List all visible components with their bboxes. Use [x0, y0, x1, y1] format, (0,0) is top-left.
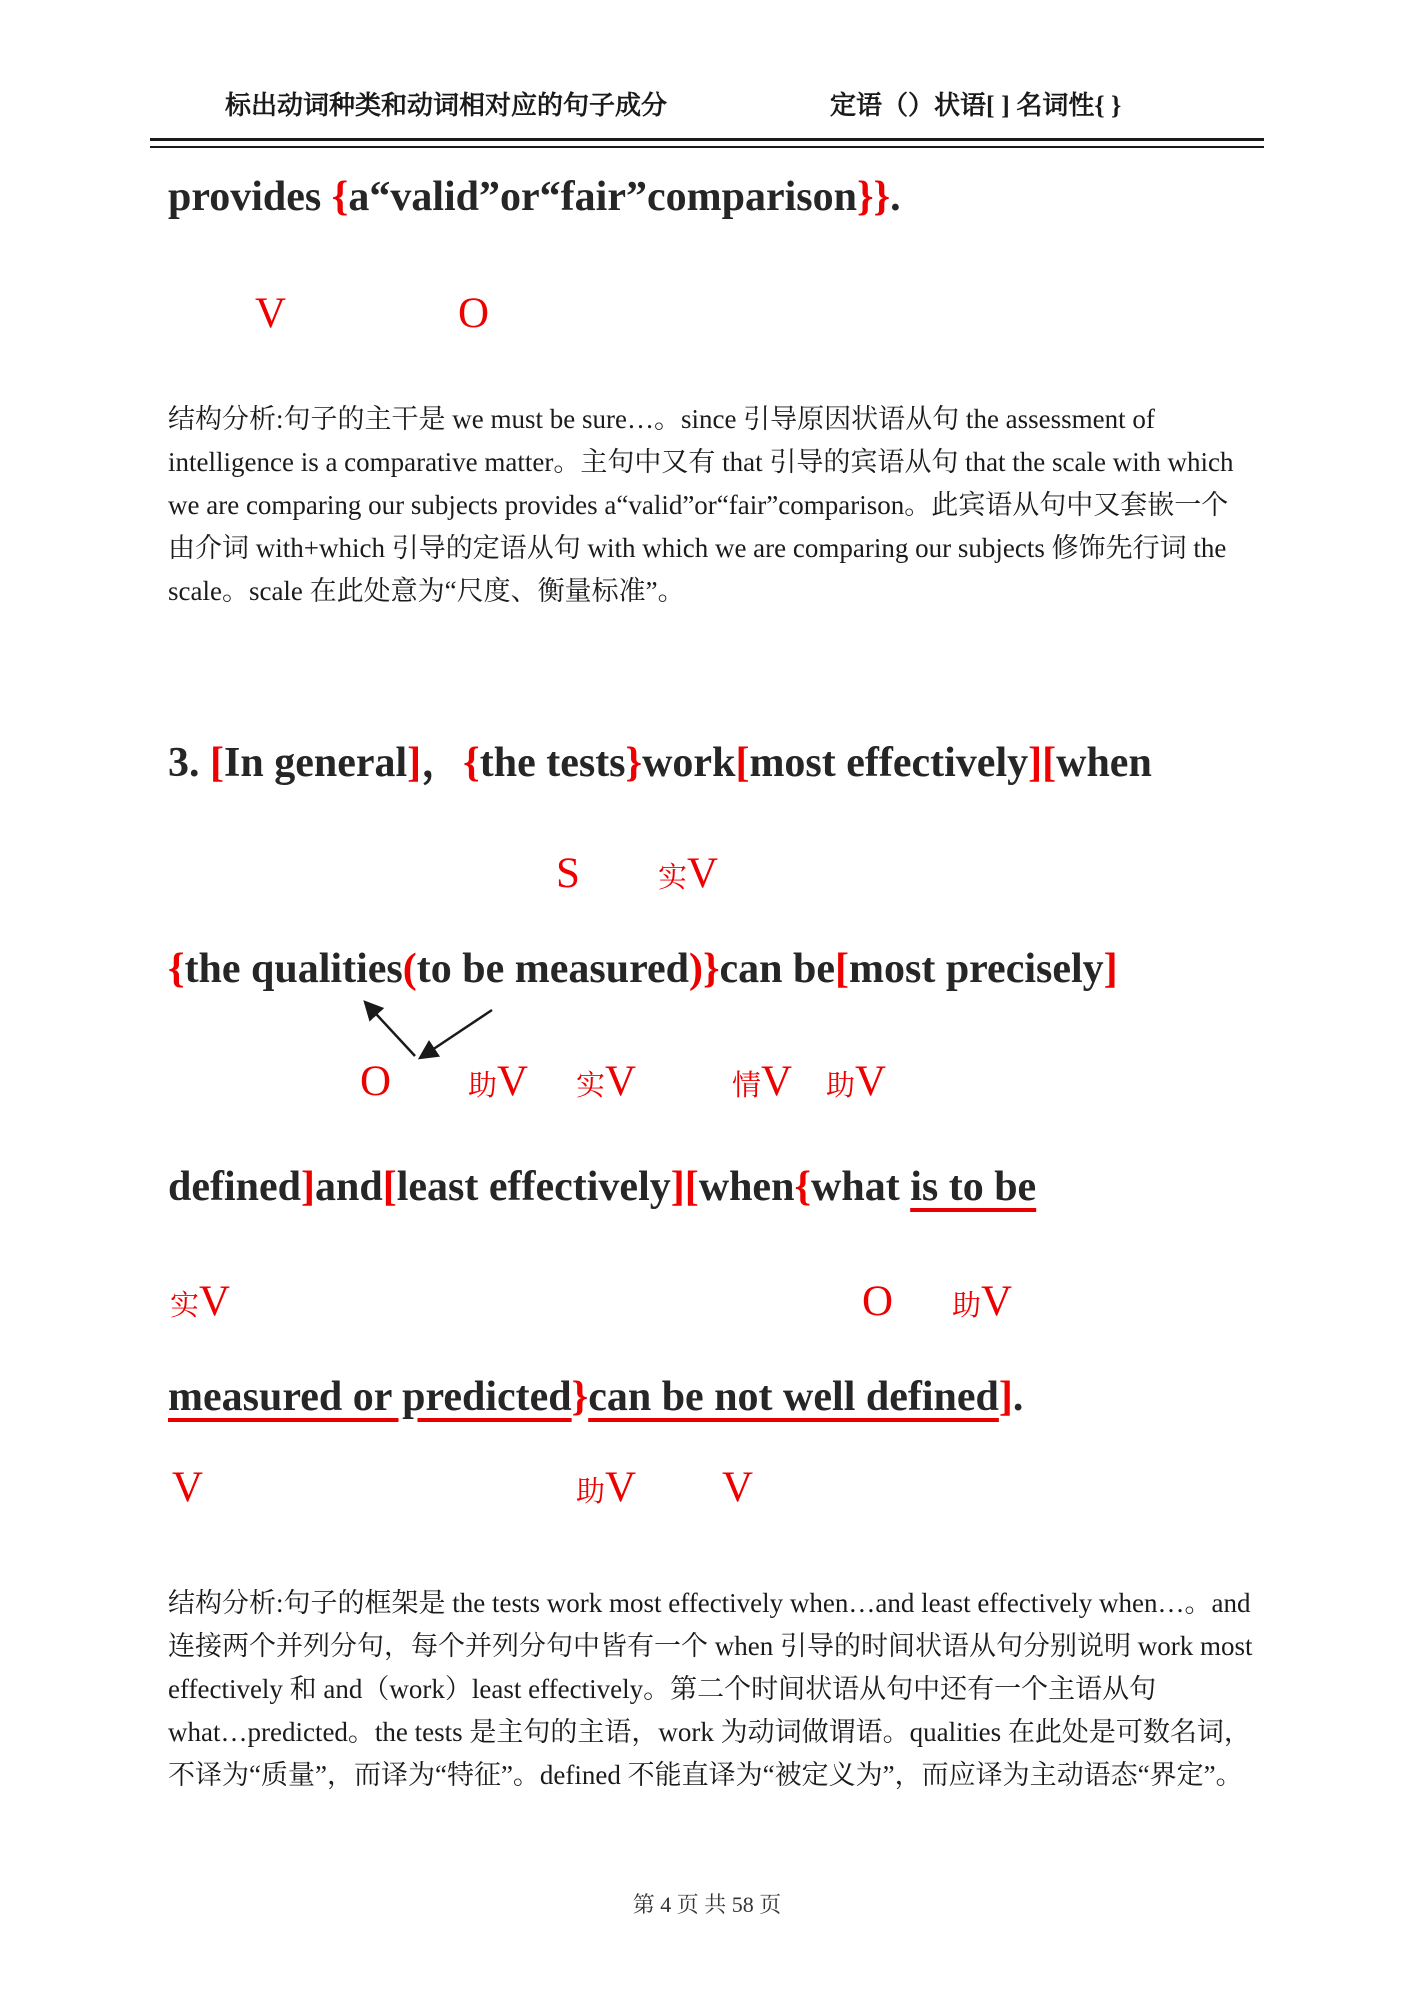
marker-zh: 实: [170, 1290, 200, 1322]
marker-zh: 助: [952, 1290, 982, 1322]
sentence-text: when: [698, 1164, 795, 1210]
header-rule: [150, 138, 1264, 148]
sentence-text: most precisely: [849, 946, 1104, 992]
bracket-close: ]: [301, 1164, 316, 1210]
marker-v: V: [605, 1058, 637, 1105]
header-left-label: 标出动词种类和动词相对应的句子成分: [225, 91, 668, 120]
notional-verb-marker: [658, 852, 718, 895]
sentence-text: defined: [168, 1164, 302, 1210]
brace-close: }}: [856, 174, 891, 220]
marker-zh: 助: [826, 1070, 856, 1102]
modal-verb-marker: [732, 1060, 792, 1103]
sentence-line-3b: [168, 944, 1118, 994]
sentence-text: In general: [224, 740, 408, 786]
brace-close: }: [625, 740, 643, 786]
sentence-text: ，: [421, 740, 464, 786]
analysis-line: what…predicted。the tests 是主句的主语，work 为动词做谓语。qualities 在此处是可数名词，: [168, 1717, 1251, 1747]
sentence-text: .: [1012, 1374, 1024, 1420]
sentence-text: work: [642, 740, 736, 786]
marker-v: V: [687, 850, 719, 897]
notional-verb-marker: [576, 1060, 636, 1103]
analysis-paragraph-1: [168, 398, 1233, 613]
bracket-close: ]: [407, 740, 422, 786]
analysis-line: 结构分析:句子的主干是 we must be sure…。since 引导原因状语从句 the assessment of: [168, 404, 1155, 434]
sentence-line-3d: [168, 1372, 1023, 1422]
bracket-open: [: [210, 740, 224, 786]
notional-verb-marker: [170, 1280, 230, 1323]
sentence-text: most effectively: [749, 740, 1029, 786]
analysis-line: 结构分析:句子的框架是 the tests work most effectively when…and least effectively when…。and: [168, 1588, 1251, 1618]
sentence-text: the qualities: [184, 946, 403, 992]
sentence-number: 3.: [168, 740, 210, 786]
marker-v: V: [605, 1464, 637, 1511]
sentence-text: to be measured: [416, 946, 689, 992]
bracket-close: ]: [1103, 946, 1118, 992]
page-number: 第 4 页 共 58 页: [632, 1892, 782, 1917]
bracket-open: [: [835, 946, 849, 992]
marker-v: V: [761, 1058, 793, 1105]
auxiliary-verb-marker: [952, 1280, 1012, 1323]
object-marker: O: [862, 1278, 894, 1325]
marker-zh: 情: [732, 1070, 762, 1102]
object-marker: O: [458, 290, 490, 337]
marker-zh: 实: [658, 862, 688, 894]
brace-open: {: [331, 174, 349, 220]
sentence-text: the tests: [479, 740, 626, 786]
bracket-open: [: [735, 740, 750, 786]
analysis-line: scale。scale 在此处意为“尺度、衡量标准”。: [168, 576, 685, 606]
bracket-open: [: [382, 1164, 397, 1210]
sentence-line-provides: [168, 172, 901, 222]
sentence-text: least effectively: [396, 1164, 671, 1210]
verb-marker: V: [722, 1464, 754, 1511]
marker-v: V: [981, 1278, 1013, 1325]
bracket-close: ]: [998, 1374, 1013, 1420]
auxiliary-verb-marker: [826, 1060, 886, 1103]
header-right-label: 定语（）状语[ ] 名词性{ }: [830, 91, 1122, 120]
analysis-line: effectively 和 and（work）least effectively。第二个时间状语从句中还有一个主语从句: [168, 1674, 1157, 1704]
brackets: ][: [670, 1164, 699, 1210]
underlined-text: is to be: [910, 1164, 1037, 1210]
sentence-text: provides: [168, 174, 332, 220]
paren-brace-close: )}: [688, 946, 720, 992]
auxiliary-verb-marker: [576, 1466, 636, 1509]
marker-zh: 助: [468, 1070, 498, 1102]
auxiliary-verb-marker: [468, 1060, 528, 1103]
verb-marker: V: [255, 290, 287, 337]
brace-close: }: [571, 1374, 589, 1420]
analysis-paragraph-2: [168, 1582, 1252, 1797]
brace-open: {: [794, 1164, 811, 1210]
sentence-text: what: [811, 1164, 911, 1210]
underlined-text: measured or predicted: [168, 1374, 572, 1420]
verb-marker: V: [172, 1464, 204, 1511]
brackets: ][: [1028, 740, 1057, 786]
analysis-line: intelligence is a comparative matter。主句中又有 that 引导的宾语从句 that the scale with which: [168, 447, 1234, 477]
analysis-line: 由介词 with+which 引导的定语从句 with which we are comparing our subjects 修饰先行词 the: [168, 533, 1227, 563]
marker-zh: 实: [576, 1070, 606, 1102]
marker-v: V: [497, 1058, 529, 1105]
marker-zh: 助: [576, 1476, 606, 1508]
marker-v: V: [199, 1278, 231, 1325]
analysis-line: 不译为“质量”，而译为“特征”。defined 不能直译为“被定义为”，而应译为主动语态“界定”。: [168, 1760, 1243, 1790]
sentence-line-3a: [168, 738, 1152, 788]
sentence-line-3c: [168, 1162, 1036, 1212]
analysis-line: we are comparing our subjects provides a“valid”or“fair”comparison。此宾语从句中又套嵌一个: [168, 490, 1229, 520]
sentence-text: can be: [719, 946, 835, 992]
sentence-text: a“valid”or“fair”comparison: [348, 174, 857, 220]
subject-marker: S: [556, 850, 580, 897]
brace-open: {: [463, 740, 480, 786]
marker-v: V: [855, 1058, 887, 1105]
paren-open: (: [402, 946, 417, 992]
brace-open: {: [168, 946, 185, 992]
object-marker: O: [360, 1058, 392, 1105]
sentence-text: and: [315, 1164, 383, 1210]
sentence-text: .: [890, 174, 901, 220]
analysis-line: 连接两个并列分句，每个并列分句中皆有一个 when 引导的时间状语从句分别说明 work most: [168, 1631, 1253, 1661]
underlined-text: can be not well defined: [588, 1374, 999, 1420]
sentence-text: when: [1056, 740, 1152, 786]
